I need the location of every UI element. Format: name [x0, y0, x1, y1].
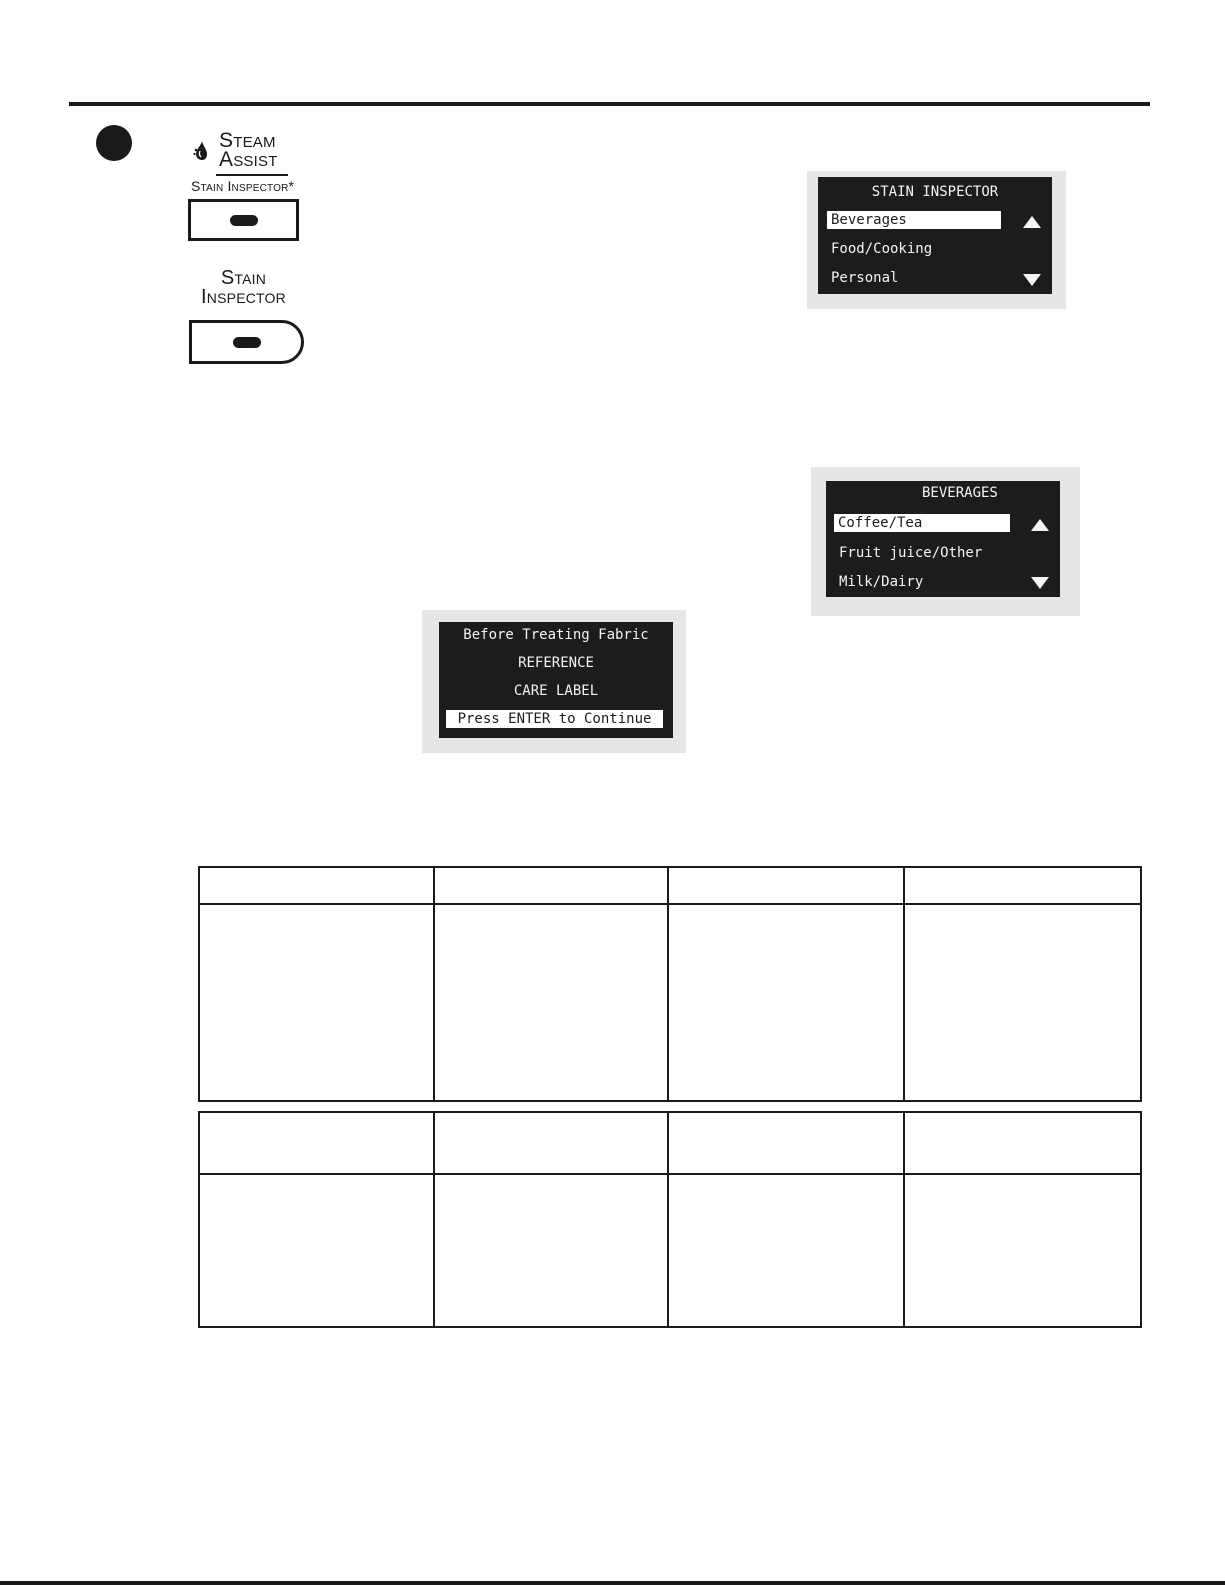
button-indicator — [230, 215, 258, 226]
table-cell — [904, 867, 1141, 904]
table-cell — [434, 1174, 668, 1327]
menu-item-beverages[interactable]: Beverages — [827, 211, 1001, 229]
water-drop-icon — [193, 139, 209, 161]
menu-item-personal[interactable]: Personal — [831, 270, 899, 286]
table-cell — [904, 1174, 1141, 1327]
display-title: STAIN INSPECTOR — [871, 184, 999, 200]
stain-inspector-line2: Inspector — [201, 286, 286, 308]
stain-inspector-display — [818, 177, 1052, 294]
steam-assist-divider — [216, 174, 288, 176]
display-line-care-label: CARE LABEL — [513, 683, 599, 699]
triangle-down-icon[interactable] — [1023, 274, 1041, 286]
table-cell — [904, 904, 1141, 1101]
table-row — [199, 904, 1141, 1101]
display-line-before-treating: Before Treating Fabric — [463, 627, 649, 643]
table-cell — [904, 1112, 1141, 1174]
beverages-display — [826, 481, 1060, 597]
menu-item-milk-dairy[interactable]: Milk/Dairy — [839, 574, 924, 590]
display-title: BEVERAGES — [922, 485, 998, 501]
before-treating-display-frame — [422, 610, 686, 753]
triangle-down-icon[interactable] — [1031, 577, 1049, 589]
step-bullet — [96, 125, 132, 161]
stain-inspector-label — [196, 269, 291, 307]
triangle-up-icon[interactable] — [1031, 519, 1049, 531]
table-cell — [668, 1112, 904, 1174]
bottom-rule — [0, 1581, 1225, 1585]
table-cell — [199, 1174, 434, 1327]
steam-assist-stain-inspector-button[interactable] — [188, 199, 299, 241]
menu-item-fruit-juice-other[interactable]: Fruit juice/Other — [839, 545, 983, 561]
triangle-up-icon[interactable] — [1023, 216, 1041, 228]
table-cell — [668, 1174, 904, 1327]
menu-item-food-cooking[interactable]: Food/Cooking — [831, 241, 933, 257]
table-cell — [434, 904, 668, 1101]
before-treating-display — [439, 622, 673, 738]
press-enter-to-continue[interactable]: Press ENTER to Continue — [446, 710, 663, 728]
table-header-row — [199, 867, 1141, 904]
table-cell — [668, 904, 904, 1101]
table-header-row — [199, 1112, 1141, 1174]
top-rule — [69, 102, 1150, 106]
stain-inspector-button[interactable] — [189, 320, 304, 364]
table-cell — [199, 904, 434, 1101]
stain-inspector-star-label: Stain Inspector* — [191, 178, 295, 194]
beverages-display-frame — [811, 467, 1080, 616]
display-line-reference: REFERENCE — [518, 655, 594, 671]
table-cell — [434, 867, 668, 904]
table-cell — [199, 867, 434, 904]
table-cell — [668, 867, 904, 904]
table-cell — [434, 1112, 668, 1174]
stain-table-1 — [198, 866, 1142, 1102]
stain-table-2 — [198, 1111, 1142, 1328]
menu-item-coffee-tea[interactable]: Coffee/Tea — [834, 514, 1010, 532]
stain-inspector-display-frame — [807, 171, 1066, 309]
table-row — [199, 1174, 1141, 1327]
stain-inspector-line1: Stain — [220, 267, 267, 289]
steam-assist-line1: Steam — [219, 129, 276, 152]
table-cell — [199, 1112, 434, 1174]
button-indicator — [233, 337, 261, 348]
steam-assist-line2: Assist — [219, 148, 278, 171]
